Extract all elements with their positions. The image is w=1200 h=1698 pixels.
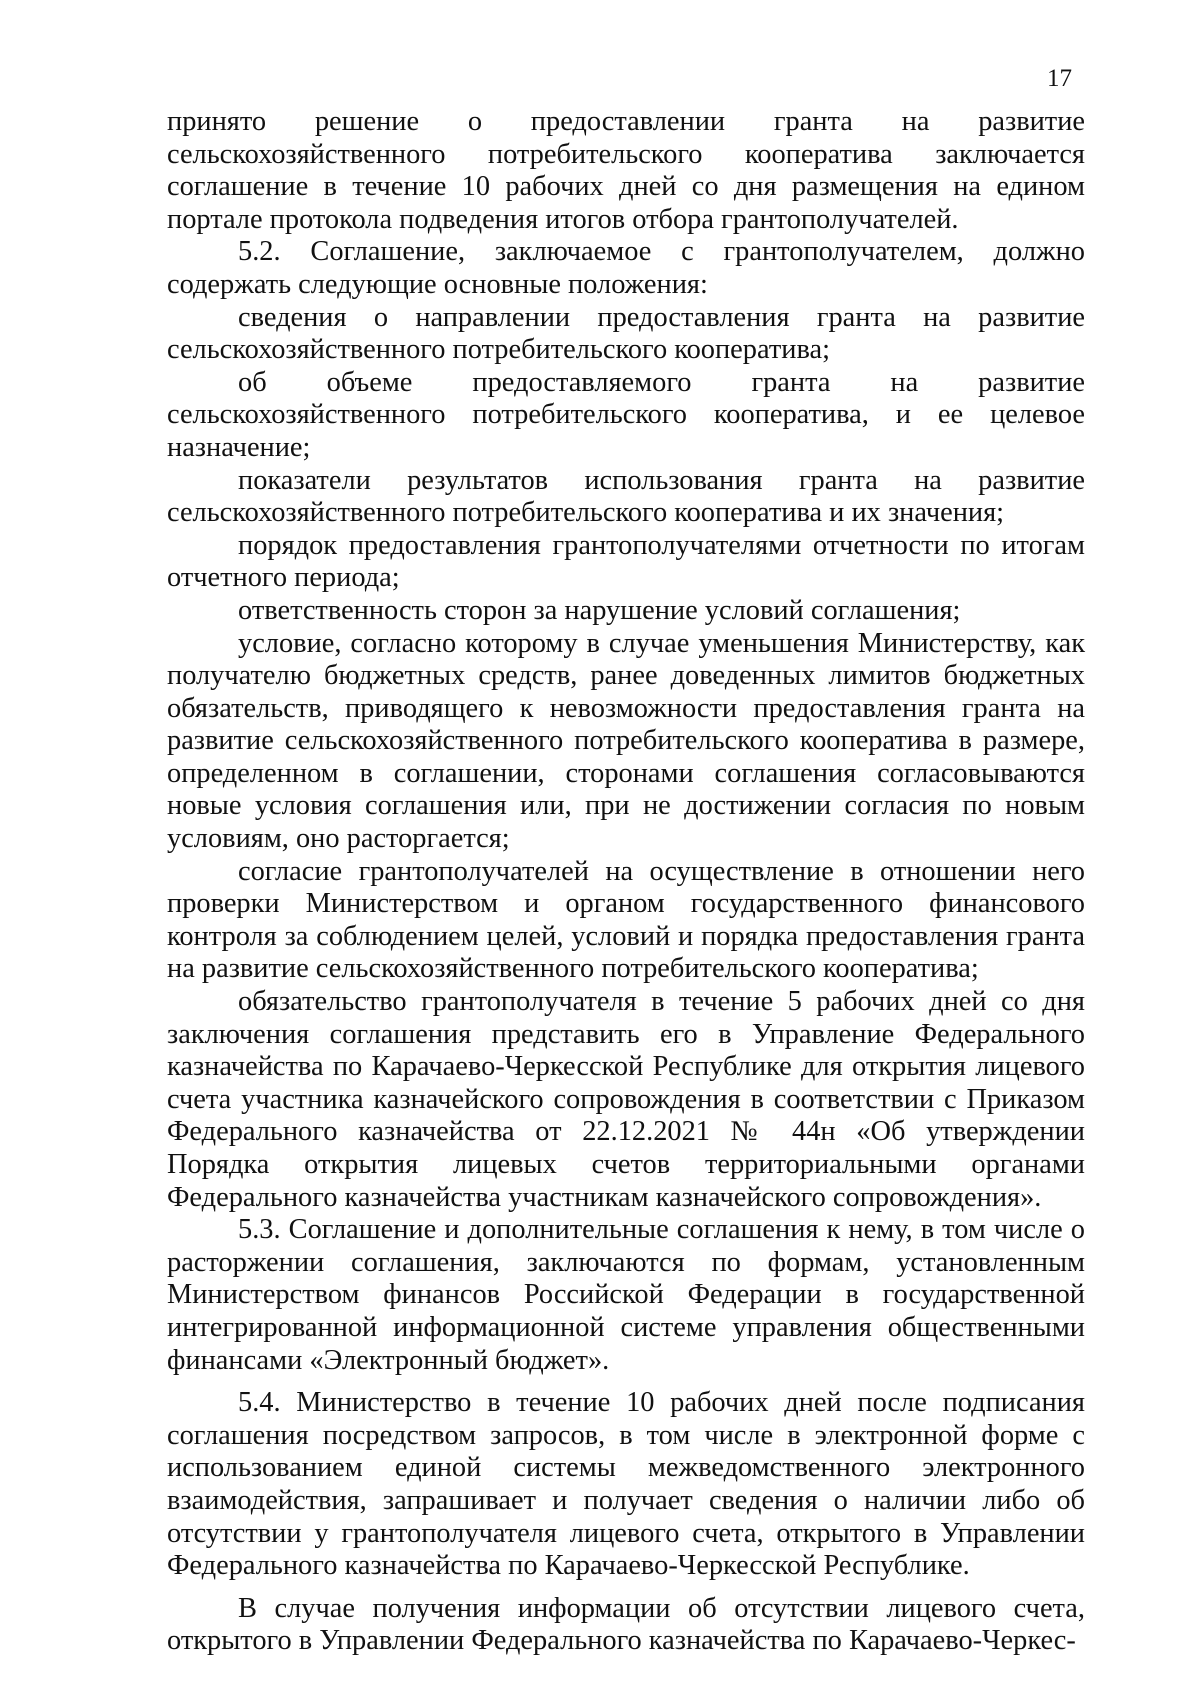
paragraph-5-2: 5.2. Соглашение, заключаемое с грантополучателем, должно содержать следующие основные положения: xyxy=(167,236,1085,300)
paragraph-direction: сведения о направлении предоставления гранта на развитие сельскохозяйственного потребительского кооператива; xyxy=(167,301,1085,366)
paragraph-reporting: порядок предоставления грантополучателями отчетности по итогам отчетного периода; xyxy=(167,529,1085,594)
document-body xyxy=(167,106,1085,1658)
paragraph-obligation: обязательство грантополучателя в течение 5 рабочих дней со дня заключения соглашения представить его в Управление Федерального казначейства по Карачаево-Черкесской Республике для открытия лицевого счета участника казначейского сопровождения в соответствии с Приказом Федерального казначейства от 22.12.2021 № 44н «Об утверждении Порядка открытия лицевых счетов территориальными органами Федерального казначейства участникам казначейского сопровождения». xyxy=(167,986,1085,1213)
paragraph-limits-condition: условие, согласно которому в случае уменьшения Министерству, как получателю бюджетных средств, ранее доведенных лимитов бюджетных обязательств, приводящего к невозможности предоставления гранта на развитие сельскохозяйственного потребительского кооператива в размере, определенном в соглашении, сторонами соглашения согласовываются новые условия соглашения или, при не достижении согласия по новым условиям, оно расторгается; xyxy=(167,627,1085,855)
paragraph-indicators: показатели результатов использования гранта на развитие сельскохозяйственного потребительского кооператива и их значения; xyxy=(167,464,1085,529)
paragraph-5-3: 5.3. Соглашение и дополнительные соглашения к нему, в том числе о расторжении соглашения, заключаются по формам, установленным Министерством финансов Российской Федерации в государственной интегрированной информационной системе управления общественными финансами «Электронный бюджет». xyxy=(167,1214,1085,1376)
page-number: 17 xyxy=(1047,65,1072,92)
paragraph-volume: об объеме предоставляемого гранта на развитие сельскохозяйственного потребительского кооператива, и ее целевое назначение; xyxy=(167,366,1085,463)
paragraph-responsibility: ответственность сторон за нарушение условий соглашения; xyxy=(238,594,961,626)
paragraph-consent: согласие грантополучателей на осуществление в отношении него проверки Министерством и органом государственного финансового контроля за соблюдением целей, условий и порядка предоставления гранта на развитие сельскохозяйственного потребительского кооператива; xyxy=(167,855,1085,985)
paragraph-grant-decision: принято решение о предоставлении гранта на развитие сельскохозяйственного потребительского кооператива заключается соглашение в течение 10 рабочих дней со дня размещения на едином портале протокола подведения итогов отбора грантополучателей. xyxy=(167,106,1085,235)
paragraph-no-account: В случае получения информации об отсутствии лицевого счета, открытого в Управлении Федерального казначейства по Карачаево-Черкес- xyxy=(167,1592,1085,1657)
paragraph-5-4: 5.4. Министерство в течение 10 рабочих дней после подписания соглашения посредством запросов, в том числе в электронной форме с использованием единой системы межведомственного электронного взаимодействия, запрашивает и получает сведения о наличии либо об отсутствии у грантополучателя лицевого счета, открытого в Управлении Федерального казначейства по Карачаево-Черкесской Республике. xyxy=(167,1387,1085,1582)
